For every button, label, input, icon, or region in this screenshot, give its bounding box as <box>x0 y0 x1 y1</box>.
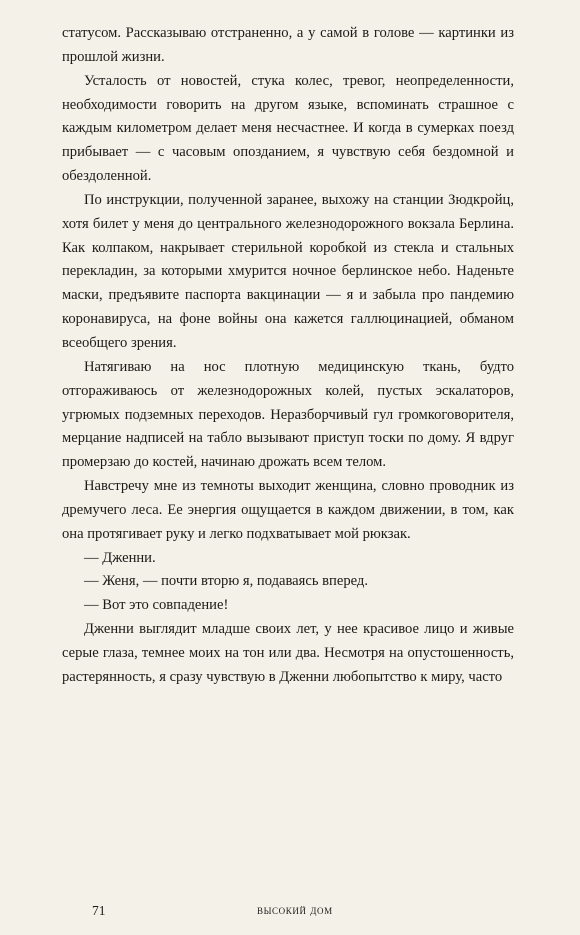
paragraph: Навстречу мне из темноты выходит женщина, словно проводник из дремучего леса. Ее энергия ощущается в каждом движении, в том, как она протягивает руку и легко подхватывает мой рюкзак. <box>62 478 514 542</box>
paragraph: Усталость от новостей, стука колес, тревог, неопределенности, необходимости говорить на другом языке, вспоминать страшное с каждым километром делает меня несчастнее. И когда в сумерках поезд прибывает — с часовым опозданием, я чувствую себя бездомной и обездоленной. <box>62 72 514 185</box>
paragraph-continuation: статусом. Рассказываю отстраненно, а у самой в голове — картинки из прошлой жизни. <box>62 25 514 65</box>
dialogue-line: — Женя, — почти вторю я, подаваясь вперед. <box>84 573 368 590</box>
paragraph: Натягиваю на нос плотную медицинскую ткань, будто отгораживаюсь от железнодорожных колей, пустых эскалаторов, угрюмых подземных переходов. Неразборчивый гул громкоговорителя, мерцание надписей на табло вызывают приступ тоски по дому. Я вдруг промерзаю до костей, начинаю дрожать всем телом. <box>62 358 514 471</box>
dialogue-line: — Дженни. <box>84 549 156 566</box>
paragraph: По инструкции, полученной заранее, выхожу на станции Зюдкройц, хотя билет у меня до центрального железнодорожного вокзала Берлина. Как колпаком, накрывает стерильной коробкой из стекла и стальных перекладин, за которыми хмурится ночное берлинское небо. Наденьте маски, предъявите паспорта вакцинации — я и забыла про пандемию коронавируса, на фоне войны она кажется галлюцинацией, обманом всеобщего зрения. <box>62 191 514 351</box>
page-number: 71 <box>92 903 106 918</box>
paragraph: Дженни выглядит младше своих лет, у нее красивое лицо и живые серые глаза, темнее моих на тон или два. Несмотря на опустошенность, растерянность, я сразу чувствую в Дженни любопытство к миру, часто <box>62 621 514 685</box>
running-title: высокий дом <box>257 903 333 917</box>
page-footer <box>92 903 512 923</box>
body-text <box>62 22 514 690</box>
dialogue-line: — Вот это совпадение! <box>84 597 229 614</box>
